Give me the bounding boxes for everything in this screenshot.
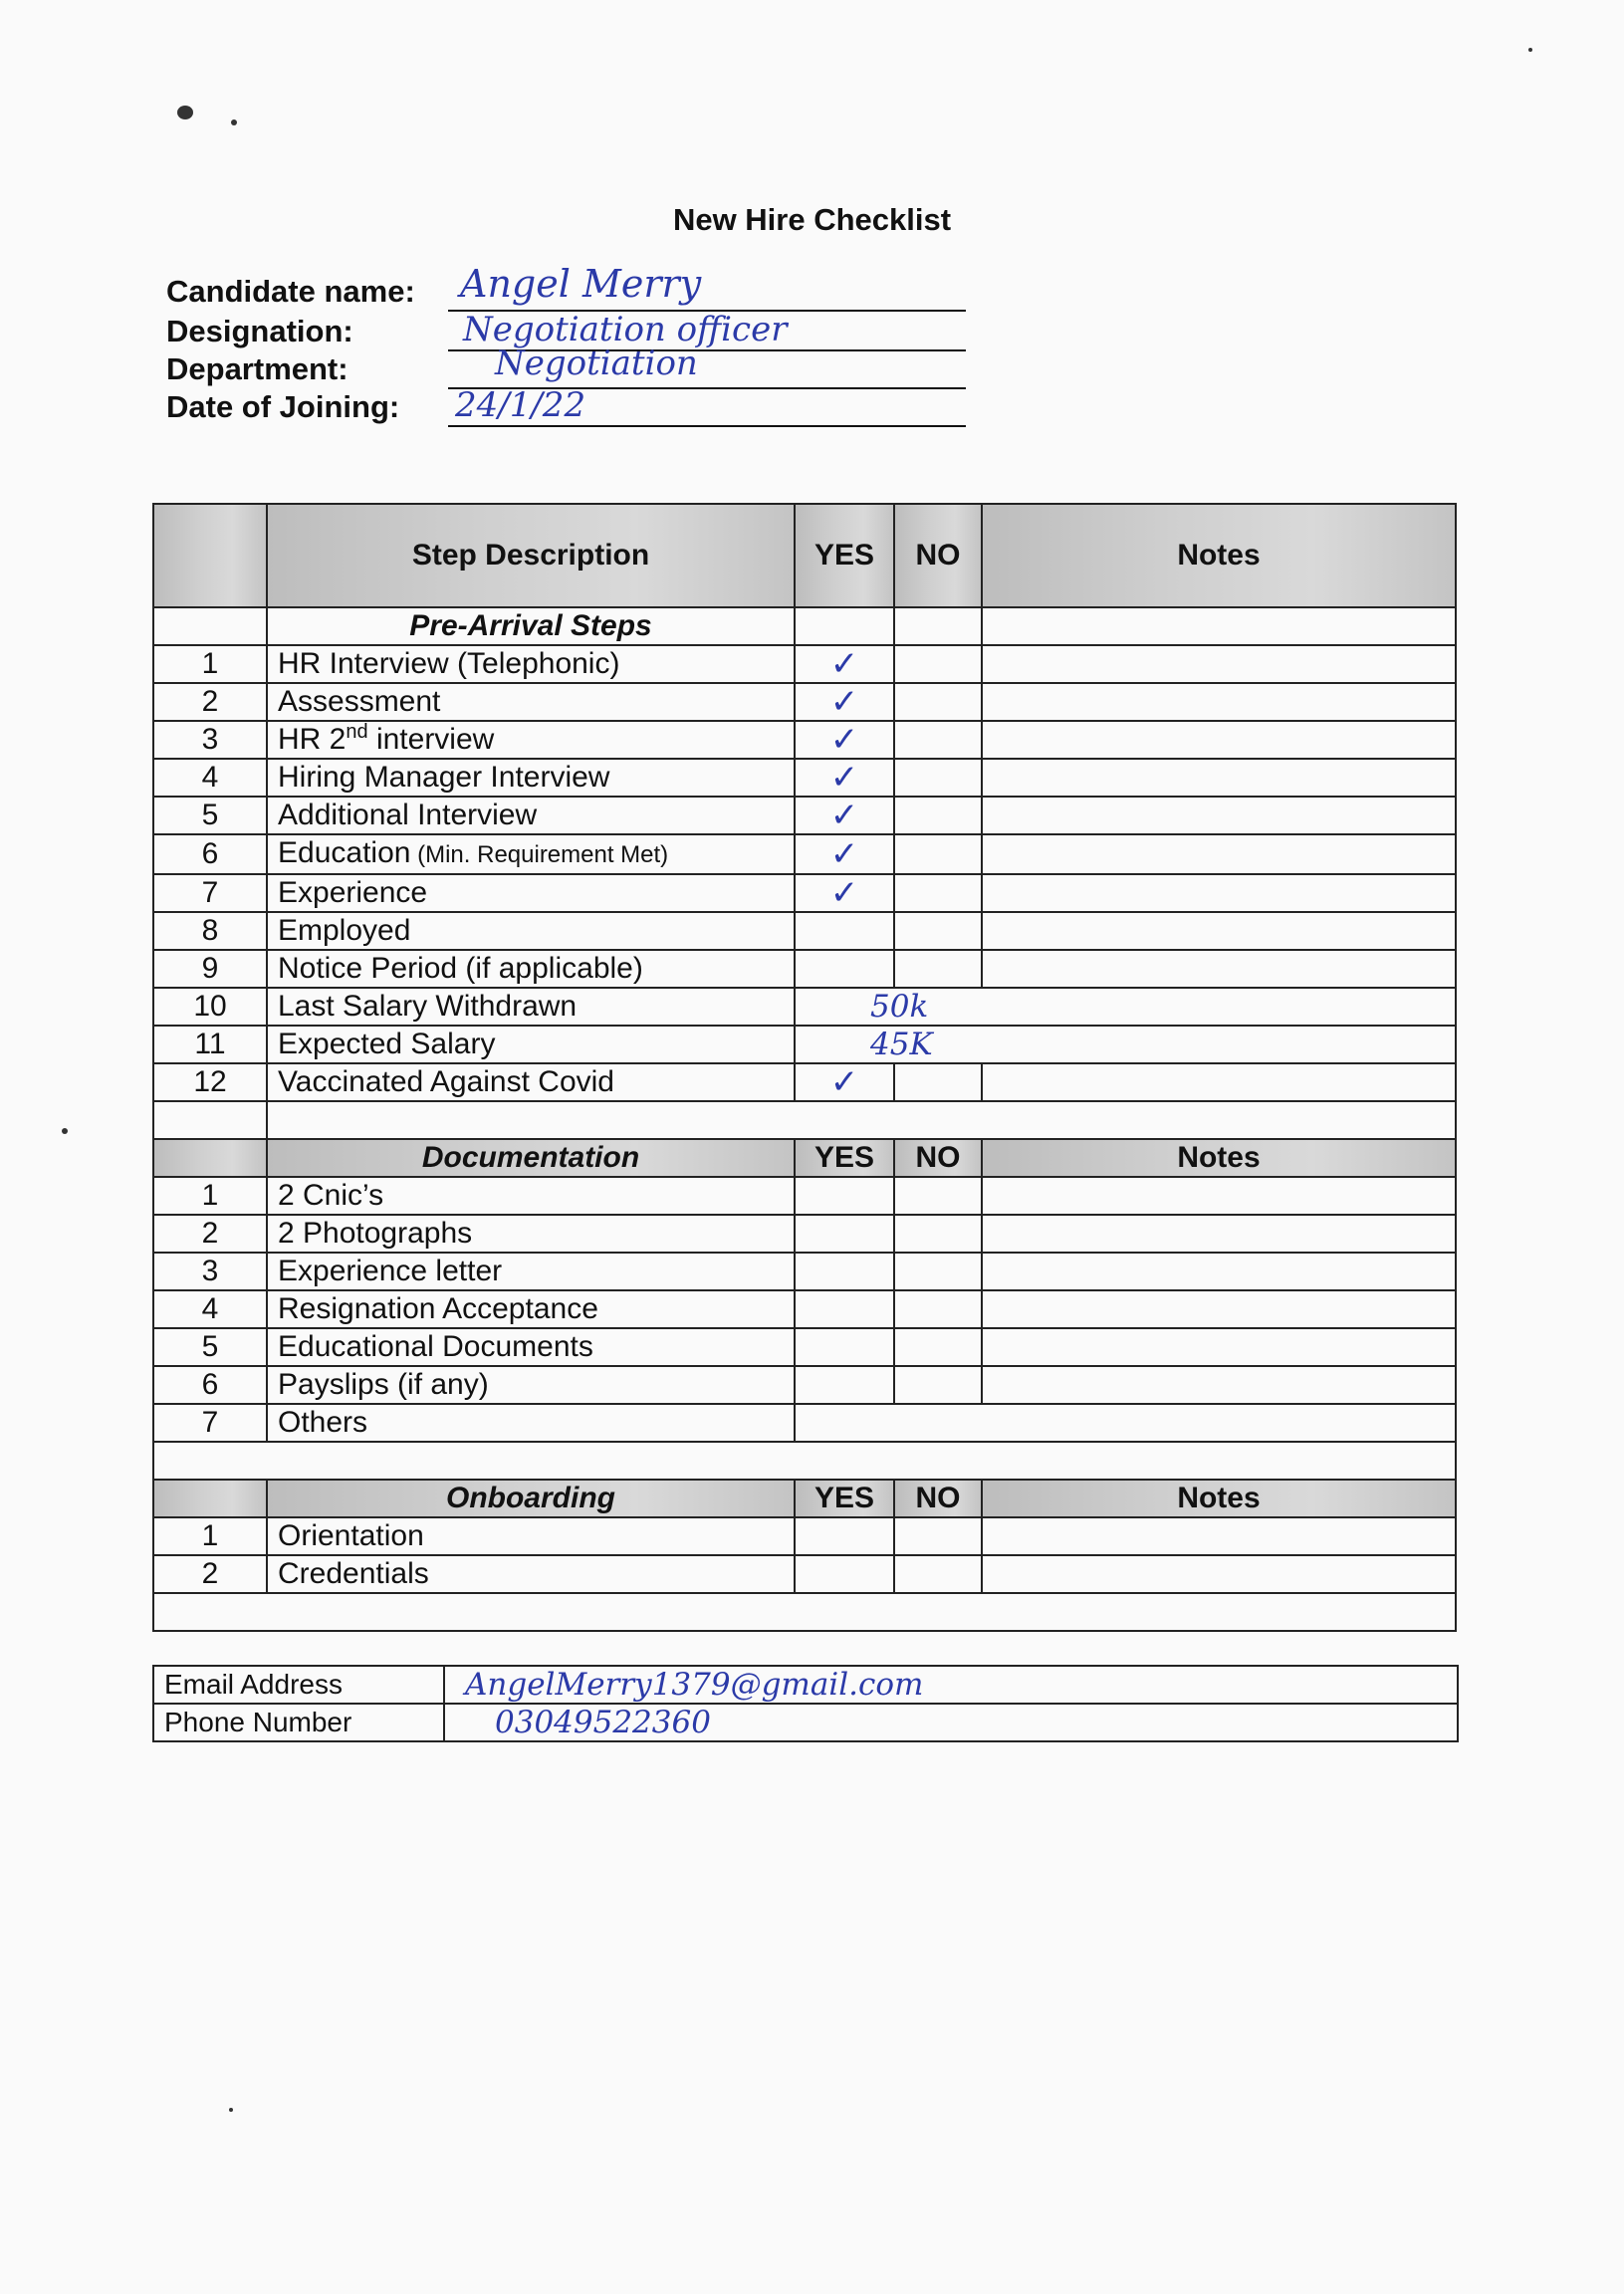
notes-cell[interactable] xyxy=(982,1215,1456,1253)
row-number: 6 xyxy=(153,834,267,874)
step-description: Others xyxy=(267,1404,795,1442)
designation-value: Negotiation officer xyxy=(463,310,788,349)
step-header: Step Description xyxy=(267,504,795,607)
notes-cell[interactable] xyxy=(982,1253,1456,1290)
step-description-text: Notice Period (if applicable) xyxy=(278,952,643,985)
email-label: Email Address xyxy=(153,1666,444,1704)
spacer-row xyxy=(153,1593,1456,1631)
handwritten-amount: 45K xyxy=(795,1026,1456,1063)
step-description-text: Last Salary Withdrawn xyxy=(278,990,578,1023)
table-row xyxy=(153,834,1456,874)
scan-speck xyxy=(62,1128,68,1134)
table-row xyxy=(153,1063,1456,1101)
step-description xyxy=(267,759,795,797)
yes-checkbox[interactable]: ✓ xyxy=(795,759,894,797)
row-number: 9 xyxy=(153,950,267,988)
table-row xyxy=(153,759,1456,797)
no-checkbox[interactable] xyxy=(894,834,982,874)
others-cell[interactable] xyxy=(795,1404,1456,1442)
candidate-name-value: Angel Merry xyxy=(460,262,702,306)
row-number: 2 xyxy=(153,1215,267,1253)
step-description-text: Employed xyxy=(278,914,411,947)
notes-cell[interactable] xyxy=(982,797,1456,834)
no-checkbox[interactable] xyxy=(894,1328,982,1366)
yes-checkbox[interactable] xyxy=(795,1215,894,1253)
onboarding-yes-header: YES xyxy=(795,1480,894,1517)
row-number: 12 xyxy=(153,1063,267,1101)
notes-cell[interactable] xyxy=(982,1366,1456,1404)
table-row xyxy=(153,912,1456,950)
contact-table xyxy=(152,1665,1459,1742)
table-row xyxy=(153,1517,1456,1555)
row-number: 1 xyxy=(153,645,267,683)
yes-checkbox[interactable] xyxy=(795,1555,894,1593)
step-description xyxy=(267,834,795,874)
documentation-yes-header: YES xyxy=(795,1139,894,1177)
step-description xyxy=(267,874,795,912)
notes-cell[interactable] xyxy=(982,1063,1456,1101)
table-row xyxy=(153,1253,1456,1290)
email-row xyxy=(153,1666,1458,1704)
no-checkbox[interactable] xyxy=(894,759,982,797)
documentation-title: Documentation xyxy=(267,1139,795,1177)
table-row xyxy=(153,721,1456,759)
notes-header: Notes xyxy=(982,504,1456,607)
yes-checkbox[interactable] xyxy=(795,1517,894,1555)
notes-cell[interactable] xyxy=(982,1555,1456,1593)
row-number: 4 xyxy=(153,1290,267,1328)
scan-speck xyxy=(231,119,237,125)
step-description xyxy=(267,1026,795,1063)
spacer-row xyxy=(153,1442,1456,1480)
step-description: Resignation Acceptance xyxy=(267,1290,795,1328)
row-number: 5 xyxy=(153,797,267,834)
no-checkbox[interactable] xyxy=(894,1177,982,1215)
no-checkbox[interactable] xyxy=(894,1253,982,1290)
step-description xyxy=(267,988,795,1026)
spacer-row xyxy=(153,1101,1456,1139)
yes-checkbox[interactable] xyxy=(795,950,894,988)
step-description-note: (Min. Requirement Met) xyxy=(410,841,669,868)
step-description xyxy=(267,683,795,721)
notes-cell[interactable] xyxy=(982,912,1456,950)
onboarding-header-row xyxy=(153,1480,1456,1517)
notes-cell[interactable] xyxy=(982,645,1456,683)
table-row xyxy=(153,1555,1456,1593)
page-title: New Hire Checklist xyxy=(672,202,952,237)
row-number: 2 xyxy=(153,1555,267,1593)
no-checkbox[interactable] xyxy=(894,874,982,912)
table-header-row xyxy=(153,504,1456,607)
notes-cell[interactable] xyxy=(982,721,1456,759)
notes-cell[interactable] xyxy=(982,834,1456,874)
no-checkbox[interactable] xyxy=(894,1366,982,1404)
step-description xyxy=(267,721,795,759)
row-number: 3 xyxy=(153,1253,267,1290)
no-checkbox[interactable] xyxy=(894,797,982,834)
table-row xyxy=(153,683,1456,721)
step-description: Payslips (if any) xyxy=(267,1366,795,1404)
step-description-text: Experience xyxy=(278,876,428,909)
no-checkbox[interactable] xyxy=(894,1555,982,1593)
onboarding-no-header: NO xyxy=(894,1480,982,1517)
no-header: NO xyxy=(894,504,982,607)
step-description xyxy=(267,912,795,950)
notes-cell[interactable] xyxy=(982,950,1456,988)
row-number: 11 xyxy=(153,1026,267,1063)
table-row xyxy=(153,645,1456,683)
step-description-text: HR 2 xyxy=(278,723,347,756)
step-description: Educational Documents xyxy=(267,1328,795,1366)
no-checkbox[interactable] xyxy=(894,912,982,950)
step-description-text: Education xyxy=(278,836,411,869)
phone-label: Phone Number xyxy=(153,1704,444,1741)
step-description-suffix: interview xyxy=(367,723,495,756)
step-description: 2 Cnic’s xyxy=(267,1177,795,1215)
yes-checkbox[interactable]: ✓ xyxy=(795,797,894,834)
documentation-notes-header: Notes xyxy=(982,1139,1456,1177)
yes-checkbox[interactable]: ✓ xyxy=(795,683,894,721)
table-row xyxy=(153,1215,1456,1253)
step-description-text: Expected Salary xyxy=(278,1028,496,1060)
table-row xyxy=(153,1366,1456,1404)
step-description: 2 Photographs xyxy=(267,1215,795,1253)
no-checkbox[interactable] xyxy=(894,1290,982,1328)
step-description xyxy=(267,950,795,988)
no-checkbox[interactable] xyxy=(894,950,982,988)
step-description-text: HR Interview (Telephonic) xyxy=(278,647,620,680)
table-row xyxy=(153,874,1456,912)
yes-checkbox[interactable] xyxy=(795,912,894,950)
row-number: 1 xyxy=(153,1517,267,1555)
row-number: 6 xyxy=(153,1366,267,1404)
yes-checkbox[interactable] xyxy=(795,1253,894,1290)
step-description xyxy=(267,1063,795,1101)
documentation-header-row xyxy=(153,1139,1456,1177)
no-checkbox[interactable] xyxy=(894,1517,982,1555)
yes-checkbox[interactable]: ✓ xyxy=(795,1063,894,1101)
yes-checkbox[interactable] xyxy=(795,1290,894,1328)
row-number: 10 xyxy=(153,988,267,1026)
row-number: 3 xyxy=(153,721,267,759)
notes-cell[interactable] xyxy=(982,1290,1456,1328)
table-row xyxy=(153,1026,1456,1063)
table-row xyxy=(153,1328,1456,1366)
yes-checkbox[interactable] xyxy=(795,1177,894,1215)
step-description: Credentials xyxy=(267,1555,795,1593)
onboarding-notes-header: Notes xyxy=(982,1480,1456,1517)
row-number: 8 xyxy=(153,912,267,950)
notes-cell[interactable] xyxy=(982,683,1456,721)
row-number: 7 xyxy=(153,874,267,912)
date-of-joining-line xyxy=(448,425,966,427)
yes-checkbox[interactable] xyxy=(795,1328,894,1366)
table-row xyxy=(153,1404,1456,1442)
yes-checkbox[interactable] xyxy=(795,1366,894,1404)
step-description xyxy=(267,797,795,834)
no-checkbox[interactable] xyxy=(894,645,982,683)
step-description-text: Vaccinated Against Covid xyxy=(278,1065,614,1098)
step-description: Experience letter xyxy=(267,1253,795,1290)
step-description-text: Assessment xyxy=(278,685,441,718)
notes-cell[interactable] xyxy=(982,874,1456,912)
yes-checkbox[interactable]: ✓ xyxy=(795,645,894,683)
table-row xyxy=(153,950,1456,988)
table-row xyxy=(153,1177,1456,1215)
no-checkbox[interactable] xyxy=(894,721,982,759)
yes-header: YES xyxy=(795,504,894,607)
yes-checkbox[interactable]: ✓ xyxy=(795,721,894,759)
checklist-table xyxy=(152,503,1457,1632)
scan-speck xyxy=(1528,48,1532,52)
notes-cell[interactable] xyxy=(982,1517,1456,1555)
no-checkbox[interactable] xyxy=(894,683,982,721)
pre-arrival-section-row xyxy=(153,607,1456,645)
num-header-cell xyxy=(153,504,267,607)
date-of-joining-value: 24/1/22 xyxy=(455,385,586,425)
yes-checkbox[interactable]: ✓ xyxy=(795,874,894,912)
table-row xyxy=(153,1290,1456,1328)
row-number: 7 xyxy=(153,1404,267,1442)
onboarding-title: Onboarding xyxy=(267,1480,795,1517)
superscript: nd xyxy=(346,721,368,743)
step-description: Orientation xyxy=(267,1517,795,1555)
no-checkbox[interactable] xyxy=(894,1063,982,1101)
pre-arrival-title: Pre-Arrival Steps xyxy=(267,607,795,645)
date-of-joining-label: Date of Joining: xyxy=(166,389,400,424)
notes-cell[interactable] xyxy=(982,1177,1456,1215)
candidate-name-label: Candidate name: xyxy=(166,274,415,309)
table-row xyxy=(153,797,1456,834)
documentation-no-header: NO xyxy=(894,1139,982,1177)
row-number: 2 xyxy=(153,683,267,721)
row-number: 4 xyxy=(153,759,267,797)
table-row xyxy=(153,988,1456,1026)
department-value: Negotiation xyxy=(495,344,698,383)
department-label: Department: xyxy=(166,351,348,386)
notes-cell[interactable] xyxy=(982,1328,1456,1366)
handwritten-amount: 50k xyxy=(795,988,1456,1026)
step-description xyxy=(267,645,795,683)
no-checkbox[interactable] xyxy=(894,1215,982,1253)
yes-checkbox[interactable]: ✓ xyxy=(795,834,894,874)
email-value: AngelMerry1379@gmail.com xyxy=(444,1666,1458,1704)
step-description-text: Additional Interview xyxy=(278,799,538,831)
notes-cell[interactable] xyxy=(982,759,1456,797)
phone-row xyxy=(153,1704,1458,1741)
row-number: 5 xyxy=(153,1328,267,1366)
row-number: 1 xyxy=(153,1177,267,1215)
scan-speck xyxy=(177,106,193,119)
phone-value: 03049522360 xyxy=(444,1704,1458,1741)
step-description-text: Hiring Manager Interview xyxy=(278,761,610,794)
designation-label: Designation: xyxy=(166,314,353,348)
scan-speck xyxy=(229,2108,233,2112)
